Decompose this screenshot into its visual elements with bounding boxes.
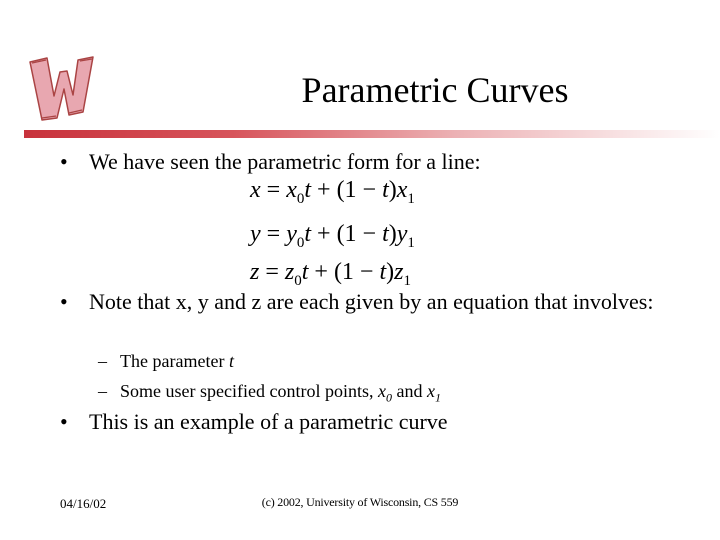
bullet-2 bbox=[60, 288, 670, 316]
bullet-symbol: • bbox=[60, 149, 68, 174]
sub-bullet-2 bbox=[98, 380, 441, 409]
title-divider bbox=[24, 130, 720, 138]
sub-bullet-dash: – bbox=[98, 381, 107, 401]
footer-copyright: (c) 2002, University of Wisconsin, CS 559 bbox=[261, 495, 459, 509]
equation-x: $x = x_0t + (1 - t)x_1$ bbox=[250, 177, 415, 207]
sub-bullet-1 bbox=[98, 350, 234, 372]
slide-title: Parametric Curves bbox=[301, 70, 569, 110]
bullet-symbol: • bbox=[60, 289, 68, 314]
equation-y: $y = y_0t + (1 - t)y_1$ bbox=[250, 221, 415, 251]
bullet-1 bbox=[60, 148, 670, 176]
bullet-symbol: • bbox=[60, 409, 68, 434]
bullet-text: We have seen the parametric form for a line: bbox=[89, 149, 481, 174]
sub-bullet-text: Some user specified control points, $x_0$ and $x_1$ bbox=[120, 381, 441, 405]
sub-bullet-text: The parameter t bbox=[120, 351, 234, 371]
sub-bullet-dash: – bbox=[98, 351, 107, 371]
university-logo bbox=[20, 52, 98, 126]
equation-z: $z = z_0t + (1 - t)z_1$ bbox=[250, 259, 411, 289]
bullet-3 bbox=[60, 408, 670, 436]
footer-date: 04/16/02 bbox=[60, 496, 107, 511]
bullet-text: Note that x, y and z are each given by an equation that involves: bbox=[89, 289, 654, 314]
bullet-text: This is an example of a parametric curve bbox=[89, 409, 448, 434]
